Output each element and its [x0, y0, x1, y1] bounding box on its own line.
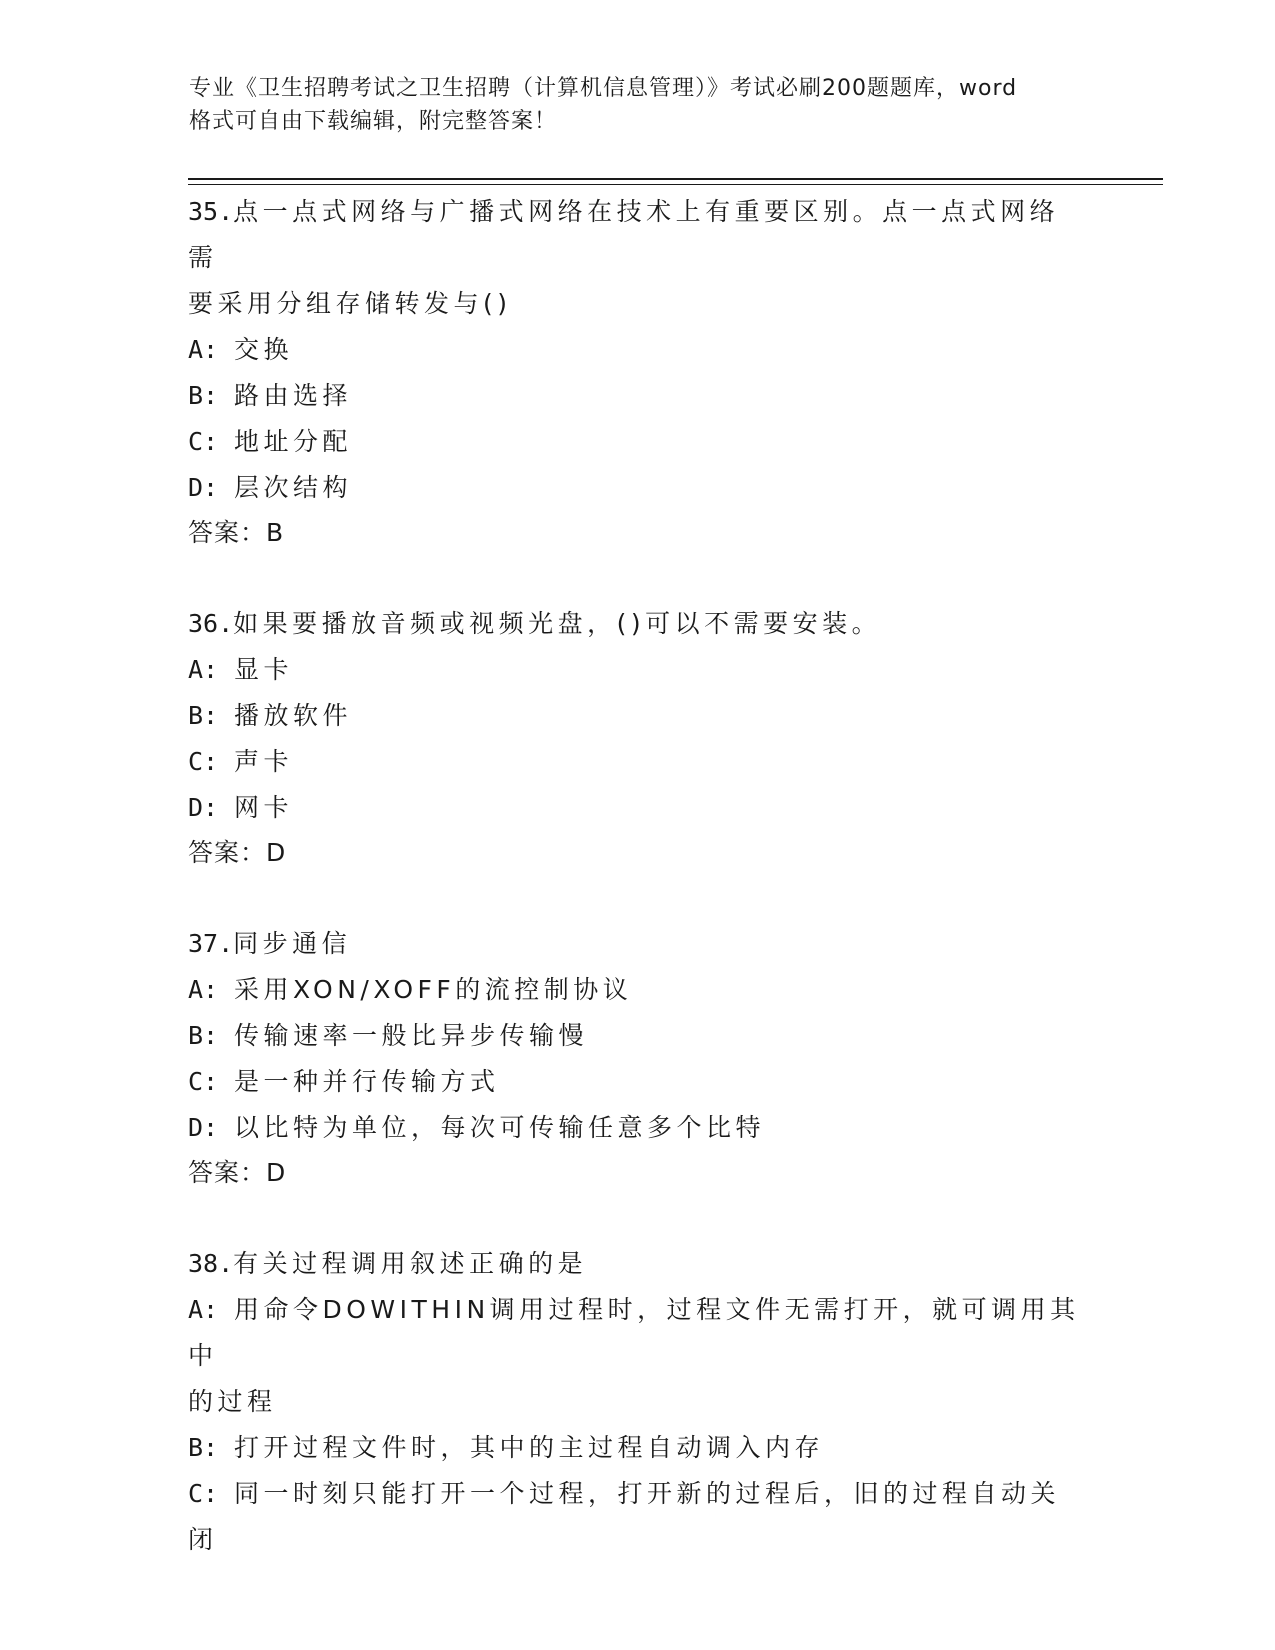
option-text: 打开过程文件时，其中的主过程自动调入内存: [234, 1433, 825, 1462]
question-text: 同步通信: [233, 929, 352, 958]
option-d: [188, 785, 1088, 831]
option-text: 显卡: [234, 655, 294, 684]
answer-label: 答案：: [188, 838, 267, 867]
header-divider-thin: [188, 184, 1163, 185]
answer-line: [188, 831, 1088, 875]
question-stem: [188, 601, 1088, 647]
question-35: [188, 189, 1088, 555]
option-letter: A:: [188, 655, 219, 684]
option-c: [188, 419, 1088, 465]
document-header: [189, 72, 1089, 138]
option-text: 层次结构: [234, 473, 353, 502]
option-text: 网卡: [234, 793, 294, 822]
answer-value: D: [266, 1158, 286, 1187]
answer-label: 答案：: [188, 518, 267, 547]
header-title-line-1: 专业《卫生招聘考试之卫生招聘（计算机信息管理）》考试必刷200题题库，word: [189, 76, 1018, 101]
option-letter: A:: [188, 335, 219, 364]
option-c: [188, 1059, 1088, 1105]
question-38: [188, 1241, 1088, 1563]
option-letter: B:: [188, 1433, 219, 1462]
question-text: 点一点式网络与广播式网络在技术上有重要区别。点一点式网络需: [188, 197, 1060, 272]
option-letter: A:: [188, 975, 219, 1004]
option-letter: C:: [188, 1479, 219, 1508]
question-stem: [188, 1241, 1088, 1287]
option-letter: B:: [188, 1021, 219, 1050]
option-letter: D:: [188, 1113, 219, 1142]
option-a: [188, 327, 1088, 373]
option-c: [188, 1471, 1088, 1563]
question-stem: [188, 189, 1088, 281]
option-text: 传输速率一般比异步传输慢: [234, 1021, 589, 1050]
question-text-continued: 要采用分组存储转发与(): [188, 289, 512, 318]
option-a: [188, 1287, 1088, 1379]
question-36: [188, 601, 1088, 875]
option-text: 以比特为单位，每次可传输任意多个比特: [234, 1113, 766, 1142]
question-text: 有关过程调用叙述正确的是: [233, 1249, 588, 1278]
option-text: 地址分配: [234, 427, 353, 456]
option-a: [188, 967, 1088, 1013]
option-text: 同一时刻只能打开一个过程，打开新的过程后，旧的过程自动关闭: [188, 1479, 1061, 1554]
option-c: [188, 739, 1088, 785]
question-number: 36.: [188, 609, 234, 638]
answer-label: 答案：: [188, 1158, 267, 1187]
question-number: 37.: [188, 929, 234, 958]
option-text: 交换: [234, 335, 294, 364]
question-37: [188, 921, 1088, 1195]
option-letter: C:: [188, 427, 219, 456]
option-b: [188, 1425, 1088, 1471]
answer-value: D: [266, 838, 286, 867]
option-a-continued: 的过程: [188, 1387, 277, 1416]
option-text: 声卡: [234, 747, 294, 776]
option-text: 用命令DOWITHIN调用过程时，过程文件无需打开，就可调用其中: [188, 1295, 1080, 1370]
option-d: [188, 1105, 1088, 1151]
option-a: [188, 647, 1088, 693]
question-list: [188, 189, 1088, 1609]
option-b: [188, 693, 1088, 739]
question-number: 38.: [188, 1249, 234, 1278]
question-number: 35.: [188, 197, 234, 226]
option-letter: A:: [188, 1295, 219, 1324]
option-b: [188, 1013, 1088, 1059]
answer-line: [188, 1151, 1088, 1195]
option-letter: D:: [188, 473, 219, 502]
header-title-line-2: 格式可自由下载编辑，附完整答案！: [189, 109, 558, 134]
option-b: [188, 373, 1088, 419]
option-text: 采用XON/XOFF的流控制协议: [234, 975, 633, 1004]
question-text: 如果要播放音频或视频光盘，()可以不需要安装。: [233, 609, 882, 638]
option-text: 是一种并行传输方式: [234, 1067, 500, 1096]
option-letter: C:: [188, 1067, 219, 1096]
option-text: 播放软件: [234, 701, 353, 730]
option-d: [188, 465, 1088, 511]
header-divider-thick: [188, 178, 1163, 180]
option-letter: B:: [188, 701, 219, 730]
option-text: 路由选择: [234, 381, 353, 410]
answer-line: [188, 511, 1088, 555]
answer-value: B: [266, 518, 284, 547]
option-letter: C:: [188, 747, 219, 776]
option-letter: D:: [188, 793, 219, 822]
option-letter: B:: [188, 381, 219, 410]
question-stem: [188, 921, 1088, 967]
